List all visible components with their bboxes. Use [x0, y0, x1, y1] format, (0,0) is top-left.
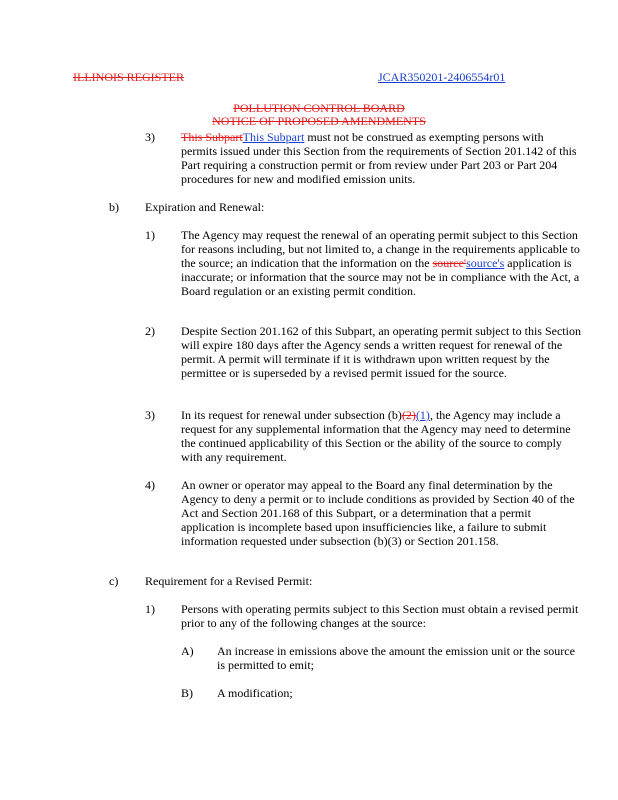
document-id[interactable]: JCAR350201-2406554r01 [378, 70, 506, 84]
item-cB-label: B) [181, 686, 193, 700]
item-cB-text: A modification; [217, 686, 293, 700]
item-cA-label: A) [181, 644, 194, 658]
item-a3-label: 3) [145, 130, 155, 144]
item-cA-text: An increase in emissions above the amount the emission unit or the source is permitted to emit; [217, 644, 575, 672]
inserted-text: source's [466, 256, 505, 270]
deleted-text: (2) [401, 408, 416, 422]
item-a3-text [181, 130, 581, 186]
item-b2-label: 2) [145, 324, 155, 338]
item-b1-body-1: The Agency may request the renewal of an operating permit subject to this Section for reasons including, but not limited to, a change in the requirements applicable to the source; an indication that the information on the [181, 228, 580, 270]
register-title: ILLINOIS REGISTER [73, 70, 184, 84]
section-b-title: Expiration and Renewal: [145, 200, 265, 214]
item-b4-label: 4) [145, 478, 155, 492]
inserted-text: (1) [415, 408, 430, 422]
item-b4-text: An owner or operator may appeal to the Board any final determination by the Agency to deny a permit or to include conditions as provided by Section 40 of the Act and Section 201.168 of this Subpart, or a determination that a permit application is incomplete based upon insufficiencies like, a failure to submit information requested under subsection (b)(3) or Section 201.158. [181, 478, 575, 548]
section-c-label: c) [109, 574, 119, 588]
item-b1-body-2: application is inaccurate; or information that the source may not be in compliance with the Act, a Board regulation or an existing permit condition. [181, 256, 580, 298]
item-c1-text: Persons with operating permits subject to this Section must obtain a revised permit prior to any of the following changes at the source: [181, 602, 579, 630]
inserted-text: This Subpart [242, 130, 305, 144]
item-b2-text: Despite Section 201.162 of this Subpart, an operating permit subject to this Section will expire 180 days after the Agency sends a written request for renewal of the permit. A permit will terminate if it is withdrawn upon written request by the permittee or is superseded by a revised permit issued for the source. [181, 324, 581, 380]
agency-name: POLLUTION CONTROL BOARD [233, 101, 405, 115]
item-a3-body: must not be construed as exempting persons with permits issued under this Section from the requirements of Section 201.142 of this Part requiring a construction permit or from review under Part 203 or Part 204 procedures for new and modified emission units. [181, 130, 577, 186]
item-b3-body-1: In its request for renewal under subsection (b) [181, 408, 402, 422]
notice-title: NOTICE OF PROPOSED AMENDMENTS [212, 114, 426, 128]
section-b-label: b) [109, 200, 119, 214]
deleted-text: source' [432, 256, 467, 270]
item-b3-body-2: , the Agency may include a request for any supplemental information that the Agency may need to determine the continued applicability of this Section or the ability of the source to comply with any requirement. [181, 408, 571, 464]
item-b3-text [181, 408, 581, 464]
item-c1-label: 1) [145, 602, 155, 616]
item-b3-label: 3) [145, 408, 155, 422]
item-b1-label: 1) [145, 228, 155, 242]
deleted-text: This Subpart [181, 130, 243, 144]
item-b1-text [181, 228, 581, 298]
section-c-title: Requirement for a Revised Permit: [145, 574, 313, 588]
